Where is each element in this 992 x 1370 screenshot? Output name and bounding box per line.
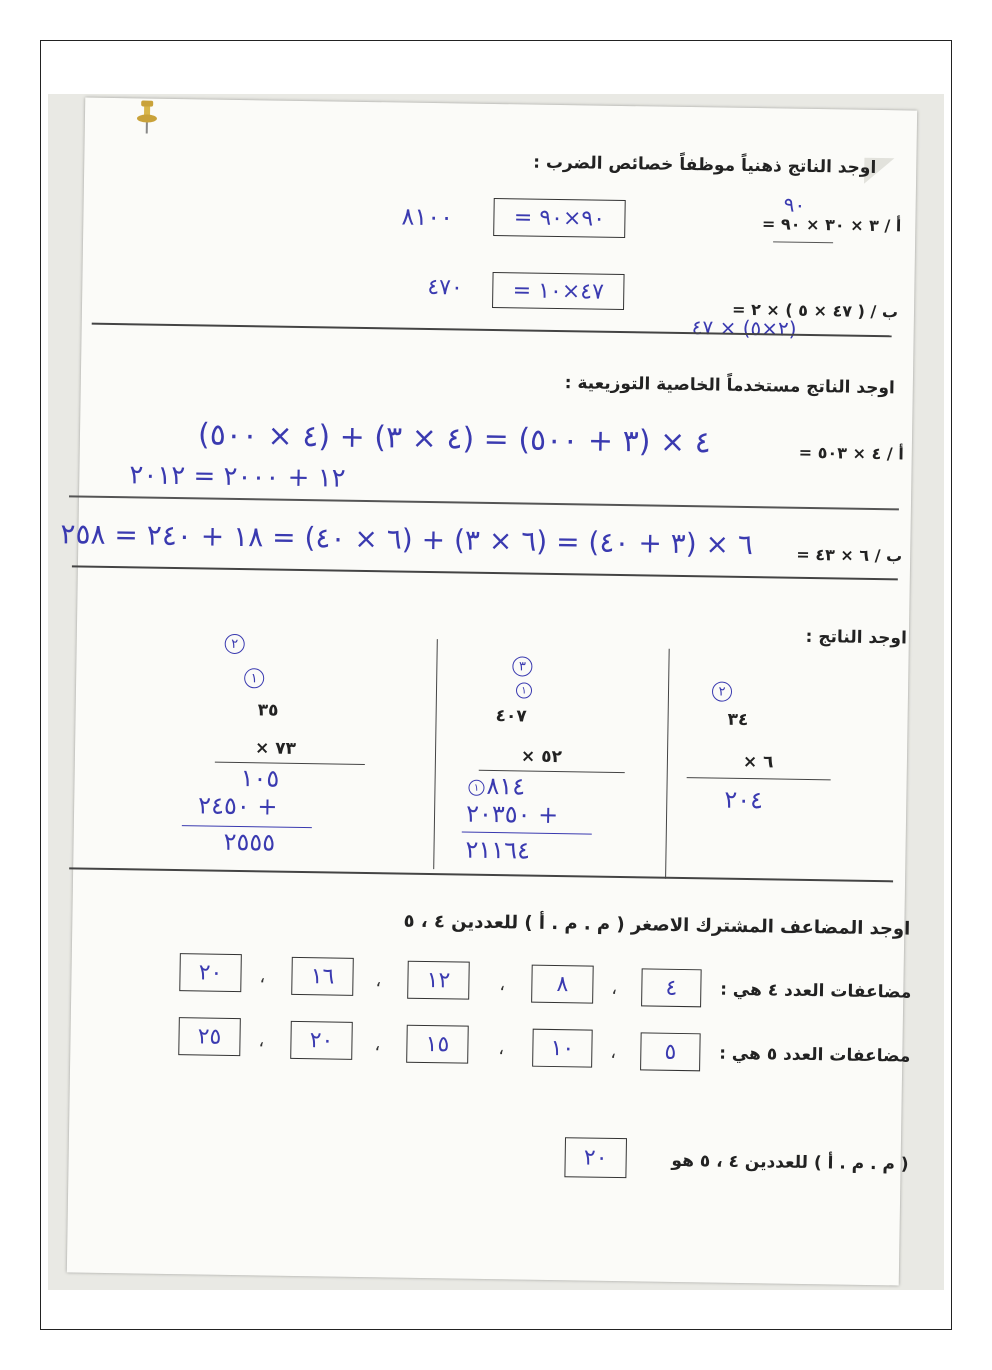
multiple-5-2-value: ١٠ — [550, 1035, 575, 1061]
separator: ، — [375, 970, 382, 992]
divider-3 — [72, 565, 898, 580]
col1-carry: ٢ — [712, 681, 732, 701]
col2-carry1: ٣ — [512, 656, 532, 676]
multiple-4-5 — [179, 953, 242, 992]
multiple-5-4 — [290, 1021, 353, 1060]
q4-row4-label: مضاعفات العدد ٤ هي : — [720, 979, 912, 1003]
col2-row1: ٨١٤ — [486, 771, 526, 801]
col2-carry2: ١ — [516, 682, 532, 698]
q4-title: اوجد المضاعف المشترك الاصغر ( م . م . أ ) للعددين ٤ ، ٥ — [403, 910, 911, 940]
col2-mult: × ٥٢ — [520, 746, 563, 768]
q1-a-answer-box — [493, 198, 626, 238]
multiple-4-1 — [641, 968, 702, 1007]
separator: ، — [499, 974, 506, 996]
q2-a-printed: أ / ٤ × ٥٠٣ = — [798, 442, 904, 464]
q1-a-box-text: = ٩٠×٩٠ — [513, 204, 606, 232]
col3-row2: ٢٤٥٠ + — [197, 791, 278, 821]
multiple-5-2 — [532, 1029, 593, 1068]
multiple-4-4-value: ١٦ — [310, 963, 335, 990]
multiple-4-3-value: ١٢ — [426, 967, 451, 993]
q1-a-bracket — [773, 241, 833, 243]
separator: ، — [258, 1030, 265, 1052]
q1-b-work: (٢×٥) × ٤٧ — [691, 315, 797, 341]
q1-a-note: ٩٠ — [783, 192, 806, 217]
divider-4 — [69, 867, 893, 882]
separator: ، — [374, 1034, 381, 1056]
multiple-4-5-value: ٢٠ — [198, 959, 223, 986]
multiple-4-2 — [531, 965, 594, 1004]
column-divider-1 — [433, 639, 438, 869]
col2-row2: ٢٠٣٥٠ + — [465, 799, 559, 830]
multiple-5-1-value: ٥ — [664, 1039, 677, 1065]
multiple-5-1 — [640, 1032, 701, 1071]
col3-carry1: ٢ — [225, 634, 245, 654]
q2-title: اوجد الناتج مستخدماً الخاصية التوزيعية : — [564, 373, 895, 399]
q1-b-result: ٤٧٠ — [427, 274, 463, 301]
col2-row1-carry: ١ — [468, 780, 484, 796]
q4-row5-label: مضاعفات العدد ٥ هي : — [718, 1043, 911, 1067]
separator: ، — [611, 977, 618, 1000]
multiple-4-2-value: ٨ — [556, 971, 569, 997]
q2-b-work: ٦ × (٣ + ٤٠) = (٦ × ٣) + (٦ × ٤٠) = ١٨ + ٢٤٠ = ٢٥٨ — [60, 517, 754, 562]
pushpin-icon — [135, 100, 160, 134]
col3-row1: ١٠٥ — [240, 764, 280, 793]
q2-b-printed: ب / ٦ × ٤٣ = — [796, 544, 903, 566]
col1-top: ٣٤ — [727, 709, 749, 731]
col3-mult: × ٧٣ — [254, 738, 297, 759]
q1-b-box-text: = ٤٧×١٠ — [512, 277, 605, 305]
col2-result: ٢١١٦٤ — [465, 835, 531, 865]
separator: ، — [610, 1041, 617, 1063]
q3-title: اوجد الناتج : — [805, 626, 908, 649]
column-divider-2 — [665, 649, 670, 879]
col3-carry2: ١ — [244, 668, 264, 688]
col3-top: ٣٥ — [257, 700, 279, 721]
multiple-4-4 — [291, 957, 354, 996]
q1-b-answer-box — [492, 272, 625, 310]
multiple-5-3 — [406, 1025, 469, 1064]
col2-top: ٤٠٧ — [495, 706, 527, 727]
col3-rule-1 — [215, 762, 365, 765]
q4-lcm-label: ( م . م . أ ) للعددين ٤ ، ٥ هو — [671, 1150, 909, 1175]
multiple-5-3-value: ١٥ — [425, 1031, 450, 1057]
multiple-4-3 — [407, 961, 470, 1000]
divider-2 — [69, 495, 899, 510]
multiple-5-5 — [178, 1017, 241, 1056]
worksheet-photo — [48, 94, 944, 1290]
q1-title: اوجد الناتج ذهنياً موظفاً خصائص الضرب : — [533, 152, 877, 178]
multiple-5-5-value: ٢٥ — [197, 1023, 222, 1050]
col1-rule — [687, 777, 831, 780]
lcm-value: ٢٠ — [583, 1145, 608, 1171]
multiple-4-1-value: ٤ — [665, 975, 678, 1001]
separator: ، — [498, 1038, 505, 1060]
worksheet-paper — [60, 98, 917, 1286]
col3-result: ٢٥٥٥ — [223, 827, 276, 857]
q2-a-work2: ١٢ + ٢٠٠٠ = ٢٠١٢ — [129, 460, 346, 494]
separator: ، — [259, 966, 266, 988]
col2-rule-2 — [462, 832, 592, 835]
q1-a-result: ٨١٠٠ — [401, 202, 454, 232]
q1-b-printed: ب / ( ٤٧ × ٥ ) × ٢ = — [731, 299, 899, 322]
col1-result: ٢٠٤ — [724, 785, 764, 815]
col1-mult: × ٦ — [742, 751, 774, 773]
q1-a-printed: أ / ٣ × ٣٠ × ٩٠ = — [761, 214, 902, 236]
multiple-5-4-value: ٢٠ — [309, 1027, 334, 1054]
lcm-answer-box — [564, 1137, 627, 1178]
q2-a-work1: ٤ × (٣ + ٥٠٠) = (٤ × ٣) + (٤ × ٥٠٠) — [197, 417, 712, 461]
